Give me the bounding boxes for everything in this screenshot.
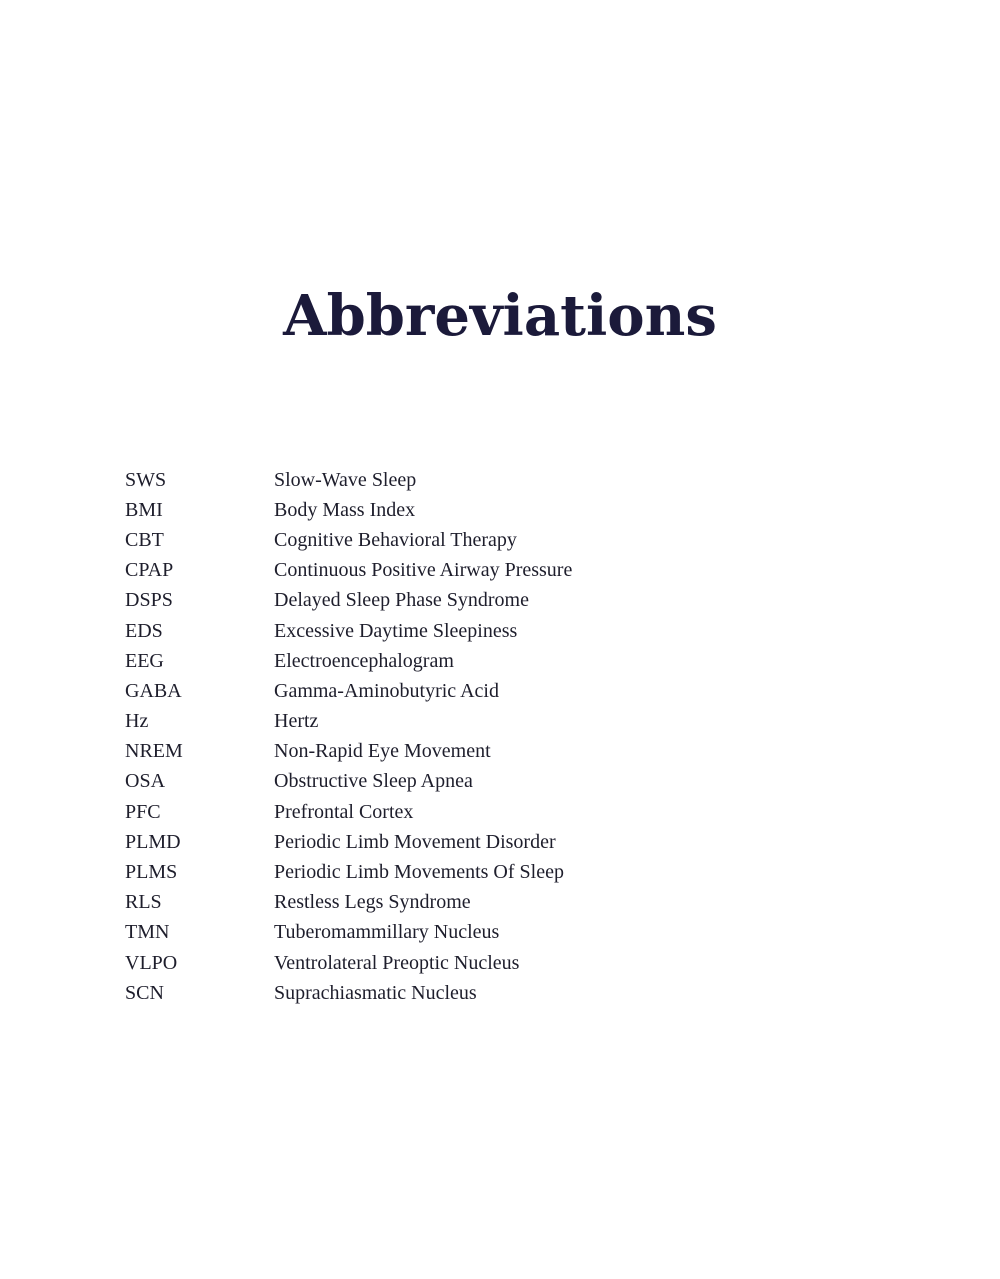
list-item <box>125 797 885 827</box>
abbreviation-term: Excessive Daytime Sleepiness <box>274 619 518 642</box>
abbreviation-code: BMI <box>125 498 163 521</box>
abbreviation-term: Obstructive Sleep Apnea <box>274 770 473 793</box>
abbreviation-term: Slow-Wave Sleep <box>274 468 417 491</box>
list-item <box>125 707 885 737</box>
abbreviation-code: NREM <box>125 740 183 763</box>
list-item <box>125 556 885 586</box>
abbreviation-code: CBT <box>125 528 164 551</box>
abbreviation-code: SWS <box>125 468 167 491</box>
abbreviation-term: Restless Legs Syndrome <box>274 891 471 914</box>
list-item <box>125 616 885 646</box>
abbreviation-list <box>125 465 885 1008</box>
list-item <box>125 767 885 797</box>
abbreviation-term: Tuberomammillary Nucleus <box>274 921 500 944</box>
list-item <box>125 646 885 676</box>
abbreviation-term: Periodic Limb Movement Disorder <box>274 830 556 853</box>
list-item <box>125 827 885 857</box>
abbreviation-code: PLMD <box>125 830 181 853</box>
list-item <box>125 586 885 616</box>
abbreviation-code: SCN <box>125 981 164 1004</box>
abbreviation-term: Ventrolateral Preoptic Nucleus <box>274 951 520 974</box>
abbreviation-code: DSPS <box>125 589 173 612</box>
abbreviation-term: Body Mass Index <box>274 498 416 521</box>
list-item <box>125 676 885 706</box>
list-item <box>125 495 885 525</box>
abbreviation-term: Continuous Positive Airway Pressure <box>274 559 573 582</box>
page-title: Abbreviations <box>283 283 717 349</box>
list-item <box>125 948 885 978</box>
abbreviation-code: PLMS <box>125 861 178 884</box>
abbreviation-term: Gamma-Aminobutyric Acid <box>274 679 499 702</box>
abbreviation-term: Prefrontal Cortex <box>274 800 414 823</box>
list-item <box>125 857 885 887</box>
list-item <box>125 525 885 555</box>
abbreviation-code: VLPO <box>125 951 178 974</box>
abbreviation-code: TMN <box>125 921 170 944</box>
abbreviation-code: EDS <box>125 619 163 642</box>
abbreviation-code: EEG <box>125 649 164 672</box>
abbreviation-term: Cognitive Behavioral Therapy <box>274 528 517 551</box>
abbreviation-code: OSA <box>125 770 166 793</box>
abbreviation-term: Periodic Limb Movements Of Sleep <box>274 861 564 884</box>
list-item <box>125 465 885 495</box>
abbreviation-code: Hz <box>125 710 149 733</box>
abbreviation-term: Hertz <box>274 710 319 733</box>
abbreviation-term: Non-Rapid Eye Movement <box>274 740 491 763</box>
abbreviation-code: PFC <box>125 800 161 823</box>
list-item <box>125 737 885 767</box>
list-item <box>125 918 885 948</box>
list-item <box>125 888 885 918</box>
abbreviation-term: Delayed Sleep Phase Syndrome <box>274 589 529 612</box>
abbreviation-term: Electroencephalogram <box>274 649 454 672</box>
list-item <box>125 978 885 1008</box>
abbreviation-code: GABA <box>125 679 182 702</box>
abbreviation-code: RLS <box>125 891 162 914</box>
abbreviation-code: CPAP <box>125 559 174 582</box>
abbreviation-term: Suprachiasmatic Nucleus <box>274 981 477 1004</box>
